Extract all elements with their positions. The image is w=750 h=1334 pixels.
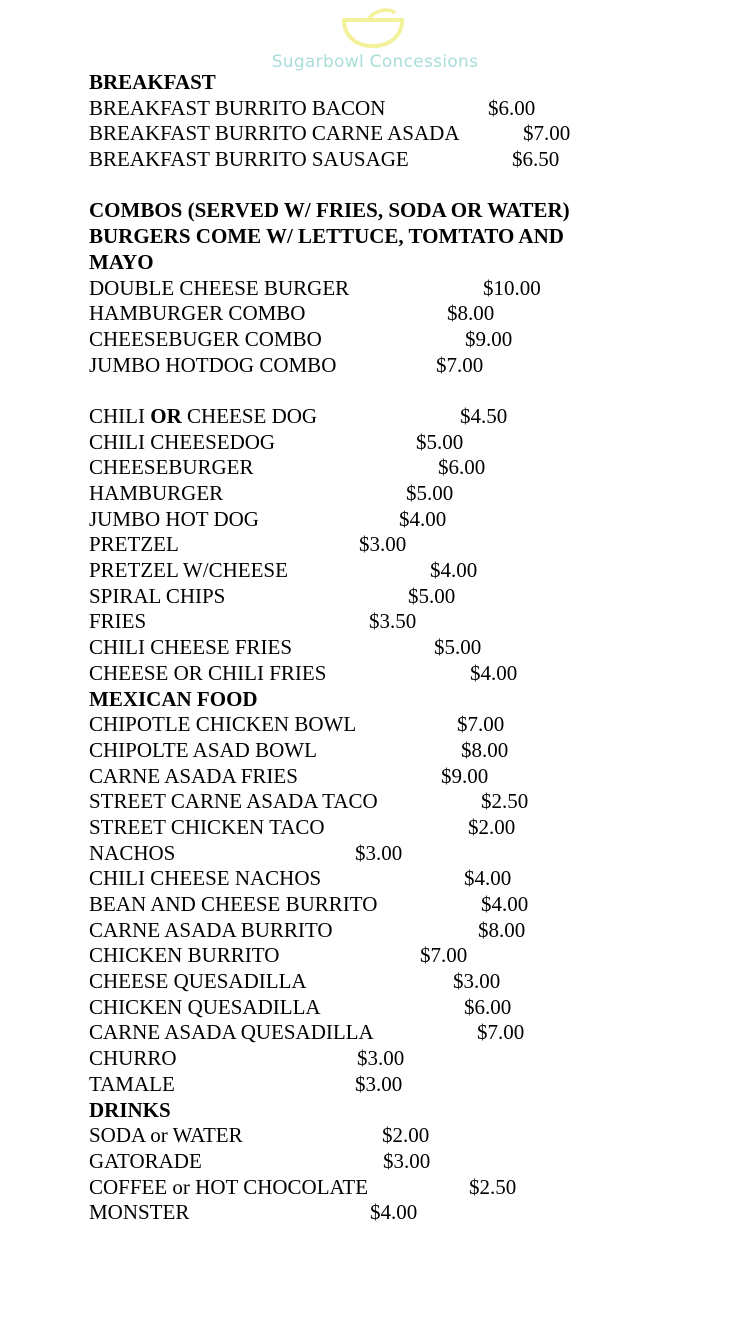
item-name: BEAN AND CHEESE BURRITO [89, 892, 378, 916]
item-name: STREET CARNE ASADA TACO [89, 789, 378, 814]
item-name: PRETZEL [89, 532, 179, 557]
item-name: CHIPOLTE ASAD BOWL [89, 737, 317, 762]
menu-item [89, 1020, 729, 1046]
item-price: $7.00 [477, 1020, 525, 1045]
menu-item [89, 1149, 729, 1175]
item-price: $4.00 [481, 892, 529, 916]
item-price: $4.00 [470, 660, 518, 685]
menu-item [89, 738, 729, 764]
item-name: DOUBLE CHEESE BURGER [89, 275, 350, 300]
section-heading-breakfast: BREAKFAST [89, 70, 216, 94]
item-price: $4.50 [460, 403, 508, 428]
item-name: CHEESE QUESADILLA [89, 969, 307, 994]
item-name: CHILI CHEESE FRIES [89, 635, 293, 660]
item-price: $8.00 [447, 301, 495, 326]
item-name: CHEESE OR CHILI FRIES [89, 660, 327, 685]
section-heading-combos-note-end: MAYO [89, 249, 154, 274]
menu-item [89, 1072, 729, 1098]
item-price: $3.00 [453, 969, 501, 994]
item-name: CARNE ASADA QUESADILLA [89, 1020, 374, 1045]
section-heading-drinks: DRINKS [89, 1097, 171, 1122]
menu-item [89, 147, 729, 173]
item-price: $2.50 [481, 789, 529, 814]
item-price: $7.00 [420, 943, 468, 968]
item-name: PRETZEL W/CHEESE [89, 558, 288, 583]
item-name: CARNE ASADA BURRITO [89, 917, 333, 942]
item-price: $9.00 [465, 326, 513, 351]
menu-item [89, 430, 729, 456]
item-name: CHURRO [89, 1046, 177, 1071]
item-price: $4.00 [399, 506, 447, 531]
menu-item [89, 404, 729, 430]
menu-item [89, 995, 729, 1021]
item-name: CHILI CHEESEDOG [89, 429, 276, 454]
item-price: $7.00 [436, 352, 484, 377]
menu-item [89, 327, 729, 353]
brand-logo [0, 6, 750, 70]
item-price: $5.00 [416, 429, 464, 454]
item-price: $6.00 [464, 994, 512, 1019]
item-name: COFFEE or HOT CHOCOLATE [89, 1174, 369, 1199]
item-name: CHICKEN QUESADILLA [89, 994, 321, 1019]
menu-item [89, 609, 729, 635]
item-price: $7.00 [457, 712, 505, 737]
item-price: $5.00 [406, 481, 454, 505]
section-heading-combos: COMBOS (SERVED W/ FRIES, SODA OR WATER) [89, 198, 570, 223]
item-name: GATORADE [89, 1148, 202, 1173]
menu-item [89, 455, 729, 481]
item-name: FRIES [89, 609, 147, 634]
menu-item [89, 635, 729, 661]
item-name: NACHOS [89, 840, 176, 865]
menu-item [89, 507, 729, 533]
item-name: HAMBURGER COMBO [89, 301, 306, 326]
menu-item [89, 866, 729, 892]
sugar-bowl-icon [340, 6, 410, 50]
menu-item [89, 558, 729, 584]
item-name [89, 404, 317, 428]
menu-item [89, 764, 729, 790]
item-name: CHICKEN BURRITO [89, 943, 280, 968]
section-heading-mexican: MEXICAN FOOD [89, 686, 258, 711]
menu-item [89, 712, 729, 738]
section-spacer [89, 378, 729, 404]
item-name: HAMBURGER [89, 481, 224, 505]
item-price: $2.00 [382, 1123, 430, 1148]
menu-item [89, 815, 729, 841]
menu-item [89, 1046, 729, 1072]
item-name-emphasis: OR [150, 403, 182, 428]
item-name: CHEESEBURGER [89, 455, 254, 480]
item-price: $6.00 [488, 95, 536, 120]
menu-item [89, 353, 729, 379]
item-name: SODA or WATER [89, 1123, 243, 1148]
item-price: $8.00 [478, 917, 526, 942]
item-name-part: CHILI [89, 403, 151, 428]
item-name: CHEESEBUGER COMBO [89, 326, 322, 351]
item-name: CHIPOTLE CHICKEN BOWL [89, 712, 357, 737]
menu-item [89, 121, 729, 147]
menu-item [89, 1175, 729, 1201]
item-price: $9.00 [441, 763, 489, 788]
item-name-part: CHEESE DOG [181, 403, 318, 428]
item-name: MONSTER [89, 1200, 190, 1225]
menu-document [89, 70, 729, 1226]
item-name: TAMALE [89, 1071, 175, 1096]
item-price: $4.00 [430, 558, 478, 583]
item-price: $6.50 [512, 147, 560, 172]
item-name: BREAKFAST BURRITO SAUSAGE [89, 147, 409, 172]
item-price: $3.00 [355, 1071, 403, 1096]
menu-item [89, 943, 729, 969]
menu-item [89, 481, 729, 507]
item-price: $8.00 [461, 737, 509, 762]
item-price: $3.00 [355, 840, 403, 865]
menu-item [89, 1200, 729, 1226]
item-price: $5.00 [408, 583, 456, 608]
item-price: $10.00 [483, 275, 541, 300]
section-heading-combos-note: BURGERS COME W/ LETTUCE, TOMTATO AND [89, 224, 564, 249]
item-price: $4.00 [370, 1200, 418, 1225]
item-price: $3.50 [369, 609, 417, 634]
item-name: STREET CHICKEN TACO [89, 814, 325, 839]
item-name: JUMBO HOT DOG [89, 506, 259, 531]
menu-item [89, 892, 729, 918]
item-price: $2.00 [468, 814, 516, 839]
item-name: SPIRAL CHIPS [89, 583, 226, 608]
menu-item [89, 96, 729, 122]
item-price: $2.50 [469, 1174, 517, 1199]
menu-item [89, 301, 729, 327]
item-price: $3.00 [357, 1046, 405, 1071]
section-spacer [89, 173, 729, 199]
item-price: $6.00 [438, 455, 486, 480]
item-price: $4.00 [464, 866, 512, 891]
menu-item [89, 661, 729, 687]
item-name: CARNE ASADA FRIES [89, 763, 298, 788]
item-price: $3.00 [383, 1148, 431, 1173]
brand-name: Sugarbowl Concessions [271, 52, 479, 72]
menu-item [89, 841, 729, 867]
menu-item [89, 532, 729, 558]
item-name: JUMBO HOTDOG COMBO [89, 352, 337, 377]
menu-item [89, 918, 729, 944]
menu-item [89, 789, 729, 815]
item-name: CHILI CHEESE NACHOS [89, 866, 322, 891]
item-price: $7.00 [523, 121, 571, 146]
menu-item [89, 584, 729, 610]
item-name: BREAKFAST BURRITO CARNE ASADA [89, 121, 460, 146]
menu-item [89, 1123, 729, 1149]
menu-item [89, 969, 729, 995]
item-price: $3.00 [359, 532, 407, 557]
item-price: $5.00 [434, 635, 482, 660]
menu-item [89, 276, 729, 302]
item-name: BREAKFAST BURRITO BACON [89, 95, 386, 120]
